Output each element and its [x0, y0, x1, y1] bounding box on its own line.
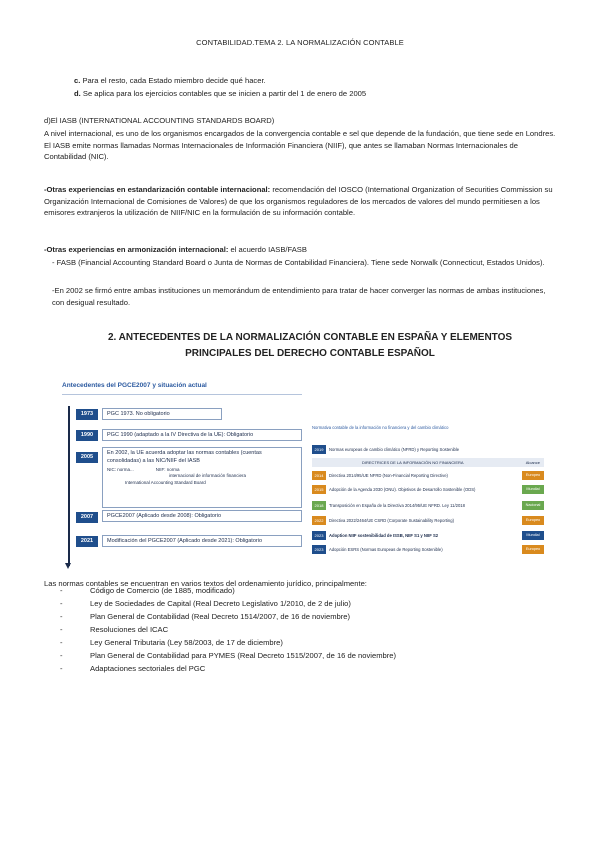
timeline-year: 2021 [76, 536, 98, 547]
list-item: - Plan General de Contabilidad para PYMES (Real Decreto 1515/2007, de 16 de noviembre) [60, 649, 396, 662]
right-row-2019 [312, 444, 544, 455]
timeline-entry-text: PGCE2007 (Aplicado desde 2008): Obligatorio [102, 510, 302, 522]
right-table-row [312, 484, 544, 495]
right-table-header [312, 458, 544, 467]
memorandum-paragraph: -En 2002 se firmó entre ambas instituciones un memorándum de entendimiento para tratar de hacer converger las normas de ambas instituciones, con desigual resultado. [52, 286, 546, 307]
item-d-label: d. [74, 89, 81, 98]
right-table-row [312, 544, 544, 555]
item-d-text: Se aplica para los ejercicios contables que se inicien a partir del 1 de enero de 2005 [82, 89, 367, 98]
right-table-row [312, 530, 544, 541]
right-row-text: Normas europeas de cambio climático (NFRD) y Reporting Sostenible [329, 447, 460, 452]
timeline-axis [68, 406, 70, 566]
fasb-paragraph: - FASB (Financial Accounting Standard Board o Junta de Normas de Contabilidad Financiera). Tiene sede Norwalk (Connecticut, Estados Unidos). [52, 258, 545, 267]
right-table-row [312, 500, 544, 511]
right-row-year: 2019 [312, 445, 326, 454]
right-row-year: 2014 [312, 471, 326, 480]
right-row-year: 2023 [312, 545, 326, 554]
right-table-header-title: DIRECTRICES DE LA INFORMACIÓN NO FINANCIERA [362, 460, 464, 465]
item-c [74, 75, 266, 87]
section-2-title-line1: 2. ANTECEDENTES DE LA NORMALIZACIÓN CONTABLE EN ESPAÑA Y ELEMENTOS [107, 332, 513, 343]
laws-intro: Las normas contables se encuentran en varios textos del ordenamiento jurídico, principalmente: [44, 579, 367, 588]
section-2-title-line2: PRINCIPALES DEL DERECHO CONTABLE ESPAÑOL [185, 348, 435, 359]
timeline-entry-text: PGC 1990 (adaptado a la IV Directiva de la UE): Obligatorio [102, 429, 302, 441]
right-row-tag: Europeo [522, 516, 544, 525]
right-row-year: 2018 [312, 501, 326, 510]
right-table-row [312, 515, 544, 526]
iasb-definition: International Accounting Standard Board [125, 480, 206, 485]
item-d [74, 88, 366, 100]
right-row-text: Adoption NIIF sostenibilidad de ISSB, NIIF S1 y NIIF S2 [329, 533, 439, 538]
right-panel-title: Normativa contable de la información no financiera y del cambio climático [312, 425, 449, 430]
list-item: - Ley de Sociedades de Capital (Real Decreto Legislativo 1/2010, de 2 de julio) [60, 597, 396, 610]
item-c-text: Para el resto, cada Estado miembro decide qué hacer. [82, 76, 266, 85]
right-row-year: 2022 [312, 516, 326, 525]
right-row-tag: Europeo [522, 471, 544, 480]
right-row-text: Transposición en España de la Directiva 2014/95/UE NFRD. Ley 11/2018 [329, 503, 465, 508]
other-exp-standardization [44, 184, 556, 219]
timeline-entry-2005 [102, 447, 302, 508]
iasb-paragraph: A nivel internacional, es uno de los organismos encargados de la convergencia contable e sel que depende de la fundación, que tiene sede en Londres. El IASB emite normas llamadas Normas Internacionales de Información Financiera (NIIF), que antes se llamaban Normas Internacionales de Contabilidad (NIC). [44, 129, 556, 161]
list-item: - Código de Comercio (de 1885, modificado) [60, 584, 396, 597]
timeline-year: 2005 [76, 452, 98, 463]
timeline-entry-text: PGC 1973. No obligatorio [102, 408, 222, 420]
right-table-header-right: Alcance [525, 460, 540, 465]
other-exp-standardization-label: -Otras experiencias en estandarización contable internacional: [44, 185, 271, 194]
item-c-label: c. [74, 76, 81, 85]
right-row-text: Adopción de la Agenda 2030 (ONU). Objetivos de Desarrollo Sostenible (ODS) [329, 487, 476, 492]
right-row-tag: Nacional [522, 501, 544, 510]
timeline-title-underline [62, 394, 302, 395]
laws-list [60, 584, 396, 675]
timeline-arrow-icon [65, 563, 71, 569]
right-row-tag: Mundial [522, 485, 544, 494]
nic-definition: NIC: norma... [107, 467, 134, 472]
right-row-text: Directiva 2014/95/UE NFRD (Non-Financial Reporting Directive) [329, 473, 448, 478]
right-table-row [312, 470, 544, 481]
list-item: - Ley General Tributaria (Ley 58/2003, de 17 de diciembre) [60, 636, 396, 649]
page-header: CONTABILIDAD.TEMA 2. LA NORMALIZACIÓN CONTABLE [196, 38, 404, 47]
right-row-year: 2015 [312, 485, 326, 494]
other-exp-harmonization-text: el acuerdo IASB/FASB [228, 245, 307, 254]
right-row-tag: Europeo [522, 545, 544, 554]
list-item: - Plan General de Contabilidad (Real Decreto 1514/2007, de 16 de noviembre) [60, 610, 396, 623]
other-exp-harmonization-label: -Otras experiencias en armonización internacional: [44, 245, 229, 254]
right-row-tag: Mundial [522, 531, 544, 540]
timeline-year: 2007 [76, 512, 98, 523]
niif-definition: NIIF: norma [155, 467, 180, 472]
timeline-year: 1990 [76, 430, 98, 441]
list-item: - Resoluciones del ICAC [60, 623, 396, 636]
timeline-title: Antecedentes del PGCE2007 y situación actual [62, 382, 207, 389]
timeline-entry-text: Modificación del PGCE2007 (Aplicado desde 2021): Obligatorio [102, 535, 302, 547]
right-row-text: Directiva 2022/2464/UE CSRD (Corporate Sustainability Reporting) [329, 518, 454, 523]
right-row-text: Adopción ESRS (Normas Europeas de Reporting Sostenible) [329, 547, 443, 552]
list-item: - Adaptaciones sectoriales del PGC [60, 662, 396, 675]
other-exp-harmonization [44, 244, 556, 256]
timeline-year: 1973 [76, 409, 98, 420]
timeline-entry-text: En 2002, la UE acuerda adoptar las normas contables (cuentas consolidadas) a las NIC/NIIF del IASB [107, 450, 262, 464]
right-row-year: 2023 [312, 531, 326, 540]
iasb-heading: d)El IASB (INTERNATIONAL ACCOUNTING STANDARDS BOARD) [44, 116, 275, 125]
niif-definition-detail: internacional de información financiera [169, 472, 247, 478]
other-exp-standardization-text: recomendación del IOSCO (International Organization of Securities Commission su Organización Internacional de Comisiones de Valores) de que los organismos reguladores de los mercados de valores del mundo permitiesen a los emisores extranjeros la utilización de NIIF/NIC en la formulación de su información contable. [44, 185, 553, 217]
